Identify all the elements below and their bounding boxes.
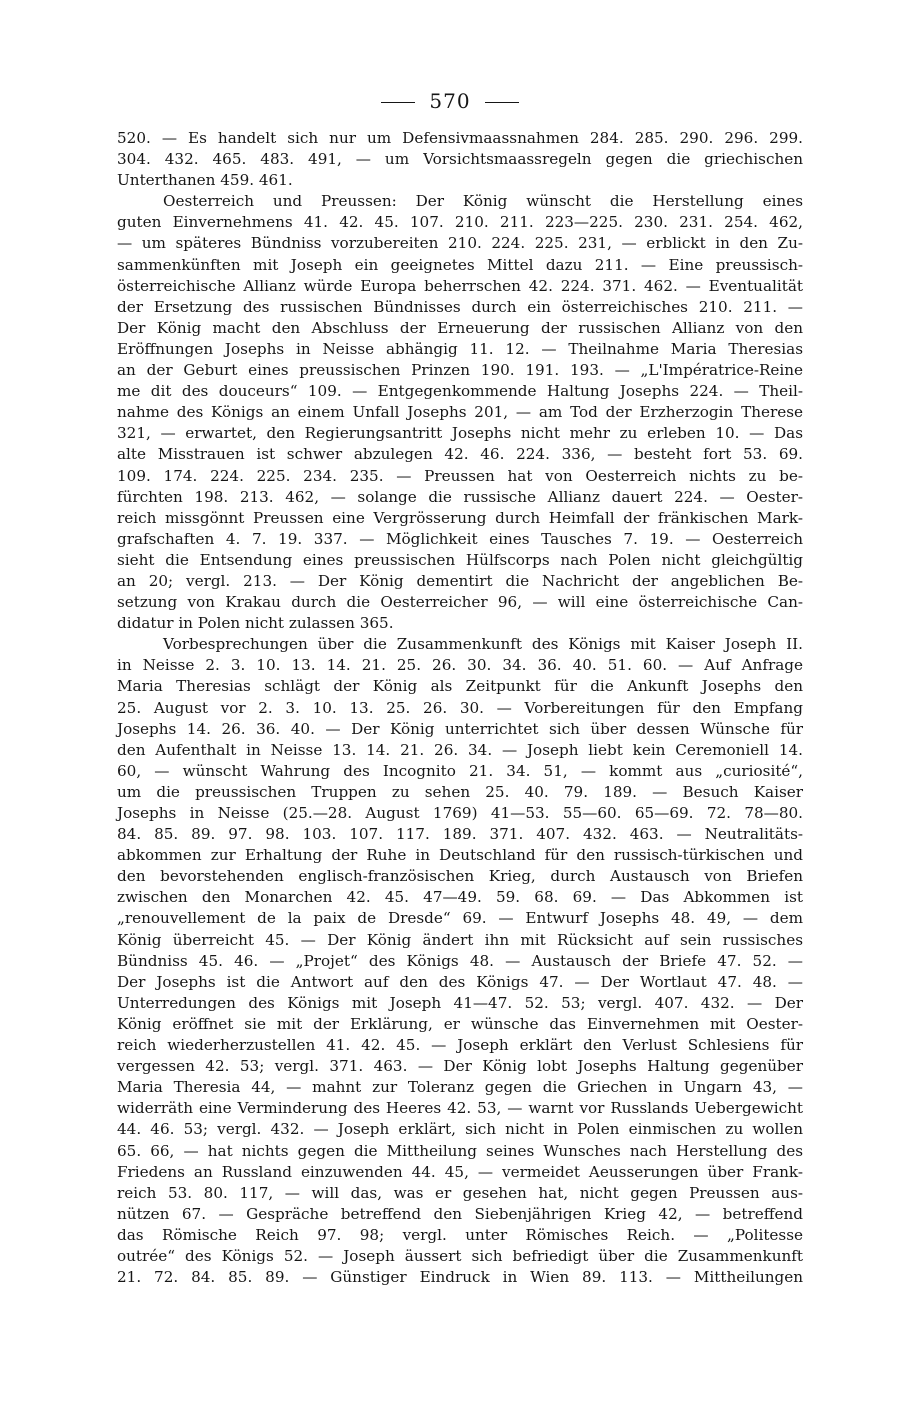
text-line: um die preussischen Truppen zu sehen 25. 40. 79. 189. — Besuch Kaiser bbox=[117, 782, 803, 801]
text-line: Eröffnungen Josephs in Neisse abhängig 11. 12. — Theilnahme Maria Theresias bbox=[117, 339, 803, 358]
text-line: Maria Theresias schlägt der König als Zeitpunkt für die Ankunft Josephs den bbox=[117, 677, 803, 696]
text-line: Oesterreich und Preussen: Der König wünscht die Herstellung eines bbox=[163, 192, 803, 211]
text-line: Josephs 14. 26. 36. 40. — Der König unterrichtet sich über dessen Wünsche für bbox=[117, 719, 803, 738]
text-line: 321, — erwartet, den Regierungsantritt Josephs nicht mehr zu erleben 10. — Das bbox=[117, 424, 803, 443]
text-line: sieht die Entsendung eines preussischen Hülfscorps nach Polen nicht gleichgültig bbox=[117, 550, 803, 569]
text-line: sammenkünften mit Joseph ein geeignetes Mittel dazu 211. — Eine preussisch- bbox=[117, 255, 803, 274]
header-rule-left bbox=[381, 102, 415, 103]
text-line: fürchten 198. 213. 462, — solange die russische Allianz dauert 224. — Oester- bbox=[117, 487, 803, 506]
text-line: Vorbesprechungen über die Zusammenkunft des Königs mit Kaiser Joseph II. bbox=[163, 635, 803, 654]
text-line: der Ersetzung des russischen Bündnisses durch ein österreichisches 210. 211. — bbox=[117, 297, 803, 316]
text-line: abkommen zur Erhaltung der Ruhe in Deutschland für den russisch-türkischen und bbox=[117, 846, 803, 865]
text-line: grafschaften 4. 7. 19. 337. — Möglichkeit eines Tausches 7. 19. — Oesterreich bbox=[117, 529, 803, 548]
text-line: den bevorstehenden englisch-französischen Krieg, durch Austausch von Briefen bbox=[117, 867, 803, 886]
text-line: alte Misstrauen ist schwer abzulegen 42. 46. 224. 336, — besteht fort 53. 69. bbox=[117, 445, 803, 464]
text-line: widerräth eine Verminderung des Heeres 42. 53, — warnt vor Russlands Uebergewicht bbox=[117, 1099, 803, 1118]
text-line: Unterthanen 459. 461. bbox=[117, 171, 293, 190]
text-line: Friedens an Russland einzuwenden 44. 45, — vermeidet Aeusserungen über Frank- bbox=[117, 1162, 803, 1181]
text-line: reich wiederherzustellen 41. 42. 45. — Joseph erklärt den Verlust Schlesiens für bbox=[117, 1036, 803, 1055]
text-line: Maria Theresia 44, — mahnt zur Toleranz gegen die Griechen in Ungarn 43, — bbox=[117, 1078, 803, 1097]
text-line: König eröffnet sie mit der Erklärung, er wünsche das Einvernehmen mit Oester- bbox=[117, 1014, 803, 1033]
text-line: 304. 432. 465. 483. 491, — um Vorsichtsmaassregeln gegen die griechischen bbox=[117, 150, 803, 169]
text-line: guten Einvernehmens 41. 42. 45. 107. 210. 211. 223—225. 230. 231. 254. 462, bbox=[117, 213, 803, 232]
text-line: didatur in Polen nicht zulassen 365. bbox=[117, 614, 394, 633]
text-line: österreichische Allianz würde Europa beherrschen 42. 224. 371. 462. — Eventualität bbox=[117, 276, 803, 295]
text-line: das Römische Reich 97. 98; vergl. unter Römisches Reich. — „Politesse bbox=[117, 1225, 803, 1244]
text-line: den Aufenthalt in Neisse 13. 14. 21. 26. 34. — Joseph liebt kein Ceremoniell 14. bbox=[117, 740, 803, 759]
text-line: 21. 72. 84. 85. 89. — Günstiger Eindruck in Wien 89. 113. — Mittheilungen bbox=[117, 1268, 803, 1287]
text-line: an 20; vergl. 213. — Der König dementirt die Nachricht der angeblichen Be- bbox=[117, 571, 803, 590]
text-line: setzung von Krakau durch die Oesterreicher 96, — will eine österreichische Can- bbox=[117, 593, 803, 612]
text-line: outrée“ des Königs 52. — Joseph äussert sich befriedigt über die Zusammenkunft bbox=[117, 1246, 803, 1265]
page-header bbox=[0, 86, 900, 116]
text-line: „renouvellement de la paix de Dresde“ 69. — Entwurf Josephs 48. 49, — dem bbox=[117, 909, 803, 928]
text-line: in Neisse 2. 3. 10. 13. 14. 21. 25. 26. 30. 34. 36. 40. 51. 60. — Auf Anfrage bbox=[117, 656, 803, 675]
text-line: zwischen den Monarchen 42. 45. 47—49. 59. 68. 69. — Das Abkommen ist bbox=[117, 888, 803, 907]
text-line: me dit des douceurs“ 109. — Entgegenkommende Haltung Josephs 224. — Theil- bbox=[117, 382, 803, 401]
text-line: an der Geburt eines preussischen Prinzen 190. 191. 193. — „L'Impératrice-Reine bbox=[117, 361, 803, 380]
text-line: nützen 67. — Gespräche betreffend den Siebenjährigen Krieg 42, — betreffend bbox=[117, 1204, 803, 1223]
header-rule-right bbox=[485, 102, 519, 103]
text-line: Der Josephs ist die Antwort auf den des Königs 47. — Der Wortlaut 47. 48. — bbox=[117, 972, 803, 991]
text-line: 520. — Es handelt sich nur um Defensivmaassnahmen 284. 285. 290. 296. 299. bbox=[117, 129, 803, 147]
text-line: — um späteres Bündniss vorzubereiten 210. 224. 225. 231, — erblickt in den Zu- bbox=[117, 234, 803, 253]
text-line: 65. 66, — hat nichts gegen die Mittheilung seines Wunsches nach Herstellung des bbox=[117, 1141, 803, 1160]
text-line: 84. 85. 89. 97. 98. 103. 107. 117. 189. 371. 407. 432. 463. — Neutralitäts- bbox=[117, 825, 803, 844]
text-line: König überreicht 45. — Der König ändert ihn mit Rücksicht auf sein russisches bbox=[117, 930, 803, 949]
text-line: 109. 174. 224. 225. 234. 235. — Preussen hat von Oesterreich nichts zu be- bbox=[117, 466, 803, 485]
text-line: reich 53. 80. 117, — will das, was er gesehen hat, nicht gegen Preussen aus- bbox=[117, 1183, 803, 1202]
text-line: Bündniss 45. 46. — „Projet“ des Königs 48. — Austausch der Briefe 47. 52. — bbox=[117, 951, 803, 970]
page-number: 570 bbox=[429, 89, 471, 113]
text-line: nahme des Königs an einem Unfall Josephs 201, — am Tod der Erzherzogin Therese bbox=[117, 403, 803, 422]
text-line: Josephs in Neisse (25.—28. August 1769) 41—53. 55—60. 65—69. 72. 78—80. bbox=[117, 804, 803, 822]
text-line: 44. 46. 53; vergl. 432. — Joseph erklärt, sich nicht in Polen einmischen zu wollen bbox=[117, 1120, 803, 1139]
text-line: Unterredungen des Königs mit Joseph 41—47. 52. 53; vergl. 407. 432. — Der bbox=[117, 993, 803, 1012]
text-line: reich missgönnt Preussen eine Vergrösserung durch Heimfall der fränkischen Mark- bbox=[117, 508, 803, 527]
text-line: vergessen 42. 53; vergl. 371. 463. — Der König lobt Josephs Haltung gegenüber bbox=[117, 1057, 803, 1076]
index-text-block bbox=[117, 128, 803, 1288]
text-line: 25. August vor 2. 3. 10. 13. 25. 26. 30. — Vorbereitungen für den Empfang bbox=[117, 698, 803, 717]
text-line: 60, — wünscht Wahrung des Incognito 21. 34. 51, — kommt aus „curiosité“, bbox=[117, 761, 803, 780]
text-line: Der König macht den Abschluss der Erneuerung der russischen Allianz von den bbox=[117, 318, 803, 337]
